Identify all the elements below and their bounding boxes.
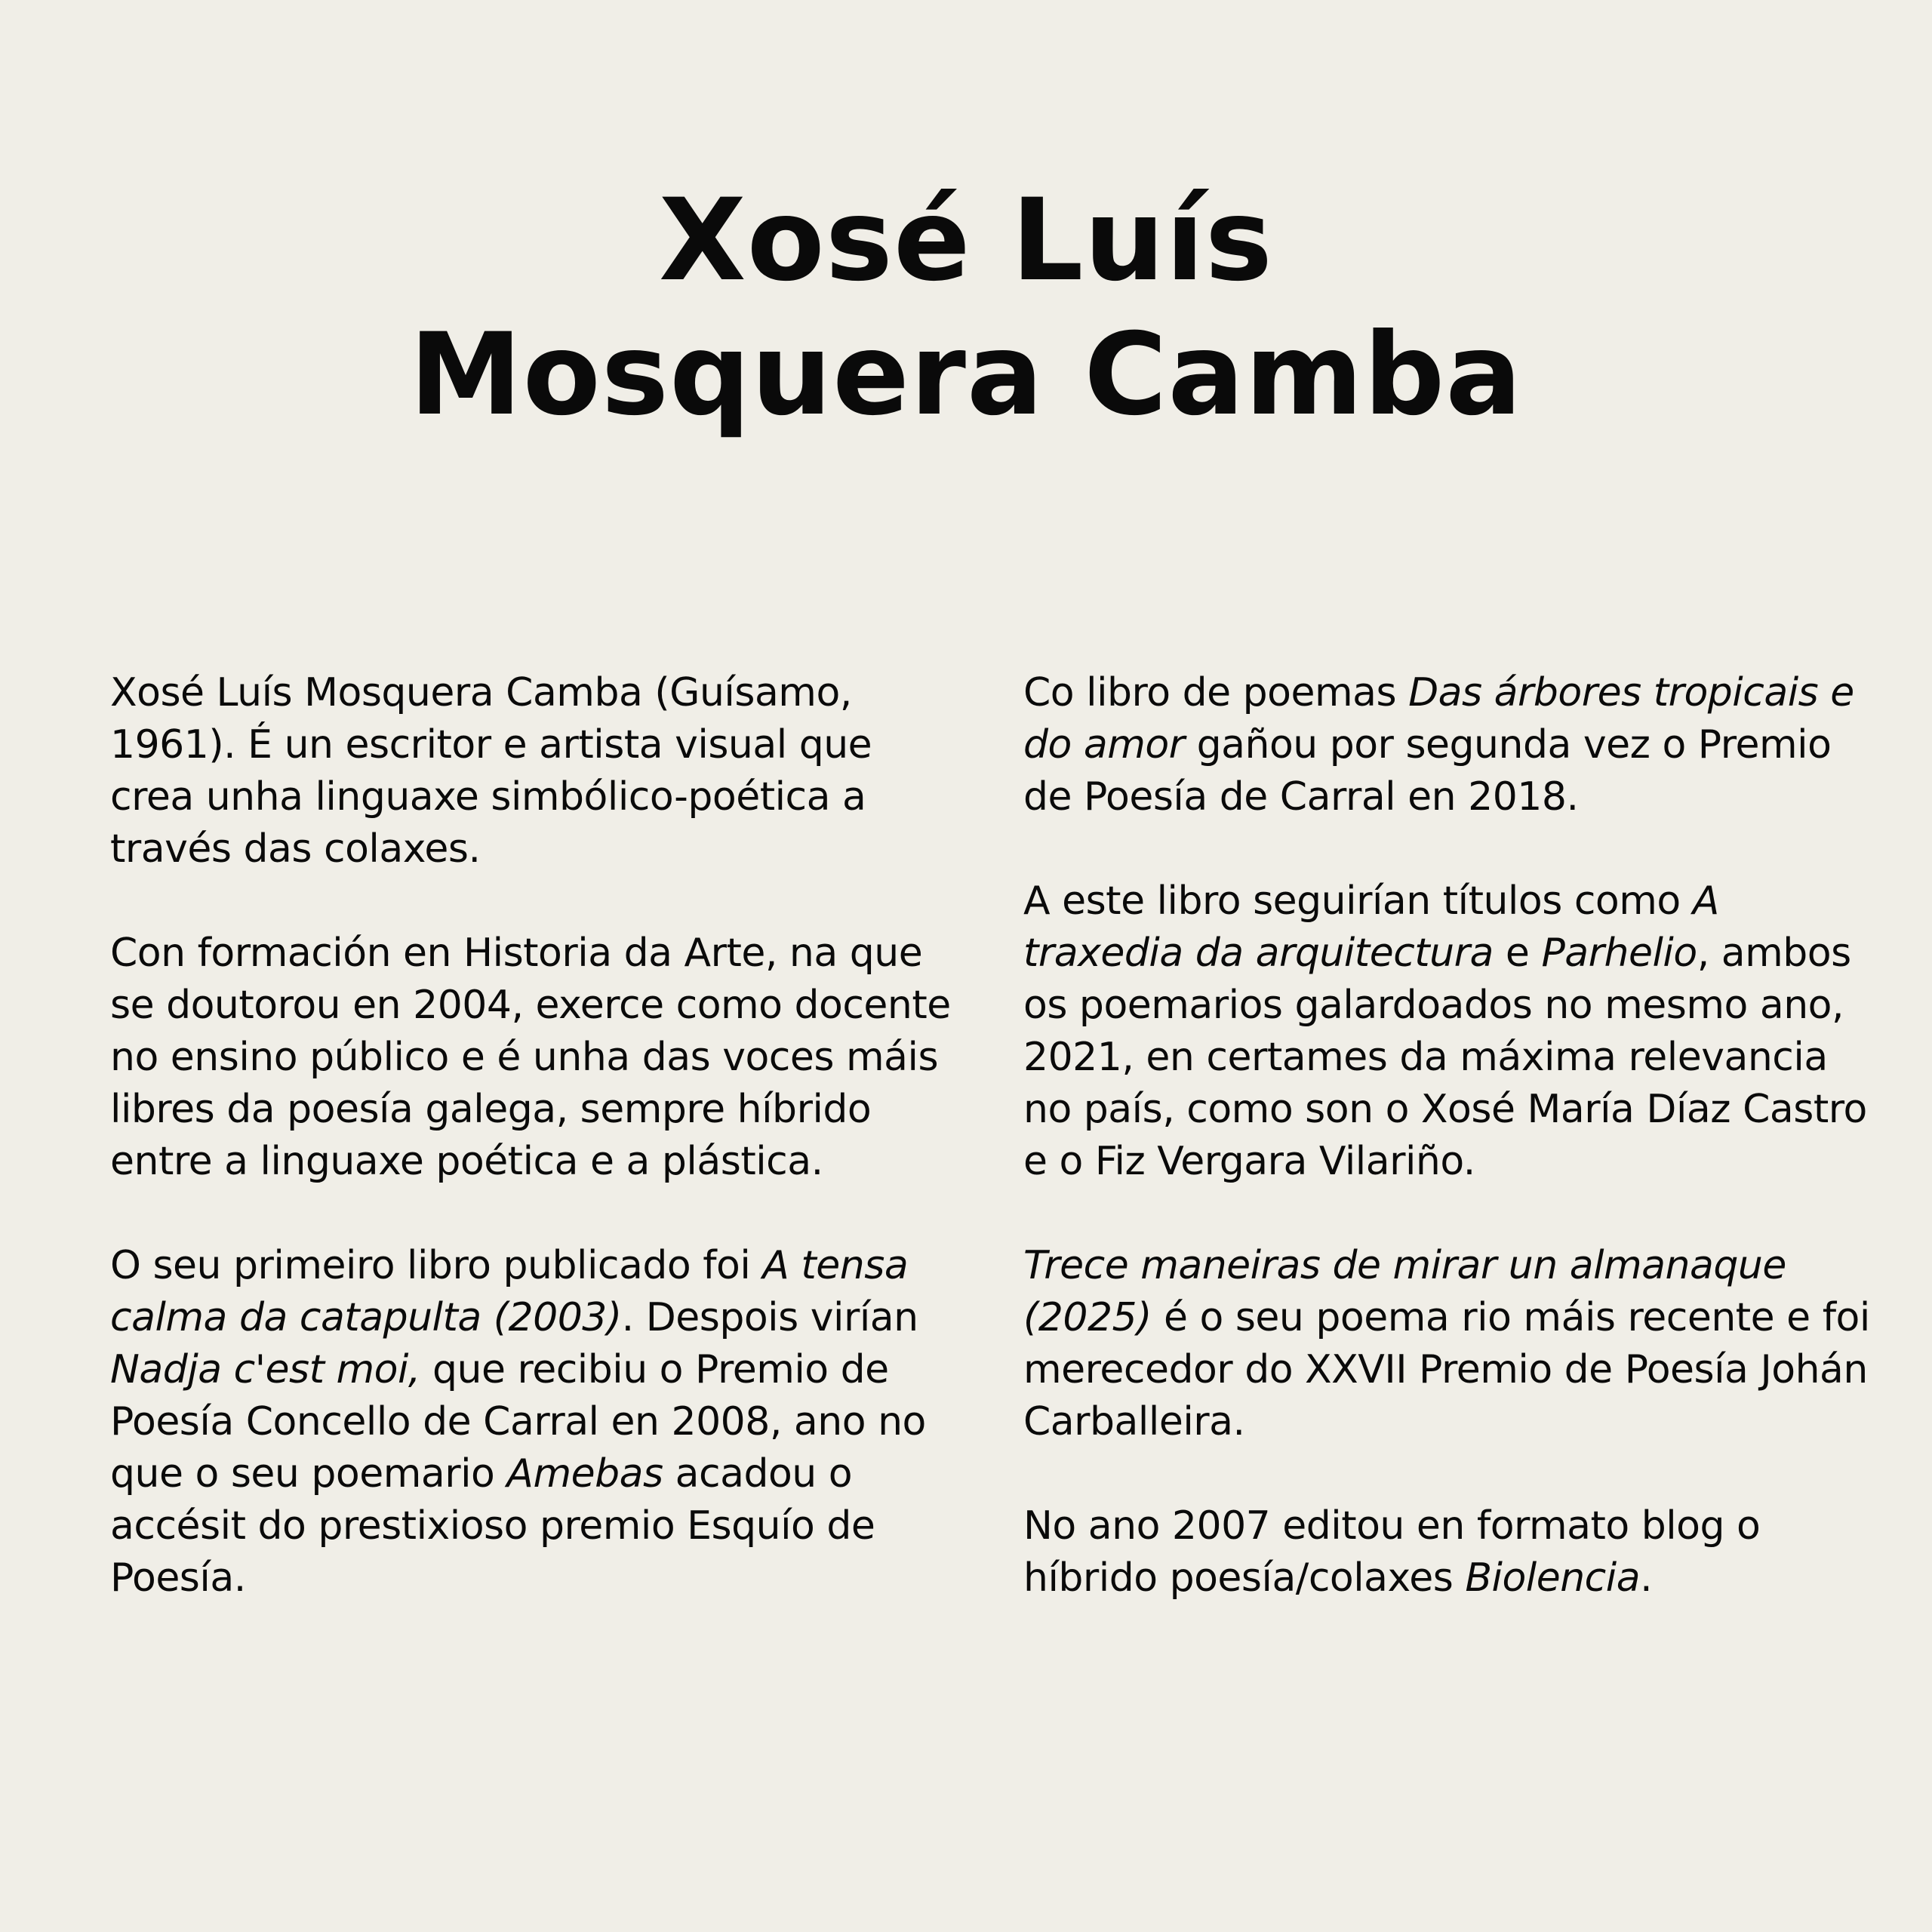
text-run: é o seu poema rio máis recente e foi merecedor do XXVII Premio de Poesía Johán Carballeira. — [1023, 1295, 1870, 1444]
text-run: No ano 2007 editou en formato blog o híbrido poesía/colaxes — [1023, 1503, 1761, 1601]
book-title: Das árbores tropicais e do amor — [1023, 670, 1854, 768]
title-line-2: Mosquera Camba — [409, 309, 1523, 441]
right-column — [1023, 667, 1876, 1604]
text-run: . Despois virían — [621, 1295, 918, 1340]
text-run: . — [1640, 1555, 1653, 1601]
text-run: A este libro seguirían títulos como — [1023, 878, 1693, 924]
right-paragraph-4 — [1023, 1500, 1876, 1604]
left-paragraph-2: Con formación en Historia da Arte, na que se doutorou en 2004, exerce como docente no ensino público e é unha das voces máis libres da poesía galega, sempre híbrido entre a linguaxe poética e a plástica. — [110, 931, 951, 1184]
text-run: e — [1493, 931, 1542, 976]
text-run: , ambos os poemarios galardoados no mesmo ano, 2021, en certames da máxima relevancia no país, como son o Xosé María Díaz Castro e o Fiz Vergara Vilariño. — [1023, 931, 1867, 1184]
text-run: O seu primeiro libro publicado foi — [110, 1243, 763, 1288]
right-paragraph-2 — [1023, 875, 1876, 1188]
left-paragraph-1: Xosé Luís Mosquera Camba (Guísamo, 1961). É un escritor e artista visual que crea unha linguaxe simbólico-poética a través das colaxes. — [110, 670, 872, 872]
book-title: Biolencia — [1465, 1555, 1641, 1601]
book-title: A tensa calma da catapulta (2003) — [110, 1243, 909, 1340]
left-paragraph-3 — [110, 1240, 963, 1604]
text-run: Co libro de poemas — [1023, 670, 1409, 715]
text-run: gañou por segunda vez o Premio de Poesía de Carral en 2018. — [1023, 722, 1832, 820]
book-title: A traxedia da arquitectura — [1023, 878, 1719, 976]
right-paragraph-1 — [1023, 667, 1876, 823]
title-line-1: Xosé Luís — [658, 175, 1273, 306]
book-title: Nadja c'est moi, — [110, 1347, 420, 1392]
book-title: Trece maneiras de mirar un almanaque (2025) — [1023, 1243, 1786, 1340]
text-run: acadou o accésit do prestixioso premio Esquío de Poesía. — [110, 1451, 875, 1601]
book-title: Parhelio — [1541, 931, 1697, 976]
text-run: que recibiu o Premio de Poesía Concello de Carral en 2008, ano no que o seu poemario — [110, 1347, 926, 1497]
book-title: Amebas — [506, 1451, 663, 1497]
page-title — [0, 174, 1932, 442]
left-column — [110, 667, 963, 1604]
right-paragraph-3 — [1023, 1240, 1876, 1448]
